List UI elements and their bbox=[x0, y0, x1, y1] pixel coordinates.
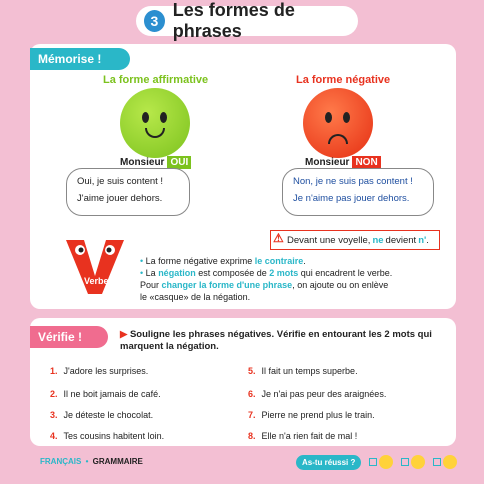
rule-4: le «casque» de la négation. bbox=[140, 292, 251, 302]
self-review bbox=[296, 452, 484, 472]
exercise-number: 2. bbox=[50, 389, 58, 399]
review-label: As-tu réussi ? bbox=[296, 455, 361, 470]
rule-2-d: 2 mots bbox=[269, 268, 299, 278]
affirmative-sentence-1: Oui, je suis content ! bbox=[77, 176, 164, 187]
rule-2-c: est composée de bbox=[195, 268, 270, 278]
exercise-sentence[interactable]: J'adore les surprises. bbox=[63, 366, 149, 376]
happy-face-icon bbox=[120, 88, 190, 158]
mascot-label: Verbe bbox=[84, 276, 109, 286]
rule-3-c: , on ajoute ou on enlève bbox=[292, 280, 389, 290]
negative-bubble bbox=[282, 168, 434, 216]
rule-1-a: La forme négative exprime bbox=[145, 256, 255, 266]
exercise-item[interactable] bbox=[248, 389, 386, 399]
topic-label: GRAMMAIRE bbox=[92, 457, 143, 466]
exercise-number: 6. bbox=[248, 389, 256, 399]
exercise-sentence[interactable]: Pierre ne prend plus le train. bbox=[261, 410, 375, 420]
warning-icon: ⚠ bbox=[273, 231, 284, 245]
sad-face-icon bbox=[303, 88, 373, 158]
verifie-tag: Vérifie ! bbox=[30, 326, 108, 348]
exercise-sentence[interactable]: Il ne boit jamais de café. bbox=[63, 389, 161, 399]
exercise-item[interactable] bbox=[248, 410, 375, 420]
note-n: n' bbox=[418, 234, 427, 246]
exercise-sentence[interactable]: Je n'ai pas peur des araignées. bbox=[261, 389, 387, 399]
rule-bullets bbox=[140, 255, 410, 303]
instruction-text: Souligne les phrases négatives. Vérifie en entourant les 2 mots qui marquent la négation. bbox=[120, 329, 432, 352]
sad-smiley-icon bbox=[443, 455, 457, 469]
rule-3 bbox=[140, 279, 410, 291]
oui-badge: OUI bbox=[167, 156, 191, 169]
exercise-sentence[interactable]: Il fait un temps superbe. bbox=[261, 366, 358, 376]
exercise-number: 7. bbox=[248, 410, 256, 420]
exercise-sentence[interactable]: Elle n'a rien fait de mal ! bbox=[261, 431, 358, 441]
subject-separator: • bbox=[85, 457, 89, 466]
rule-1: • La forme négative exprime le contraire. bbox=[140, 256, 306, 266]
arrow-icon: ▶ bbox=[120, 329, 128, 340]
exercise-number: 5. bbox=[248, 366, 256, 376]
exercise-item[interactable] bbox=[50, 410, 153, 420]
rule-1-b: le contraire bbox=[254, 256, 304, 266]
review-checkbox-neutral[interactable] bbox=[401, 458, 409, 466]
page-title: Les formes de phrases bbox=[172, 0, 295, 41]
review-checkbox-sad[interactable] bbox=[433, 458, 441, 466]
negative-label: La forme négative bbox=[296, 74, 391, 86]
verbe-mascot-icon bbox=[60, 236, 130, 298]
note-text-1: Devant une voyelle, bbox=[287, 234, 371, 246]
note-ne: ne bbox=[372, 234, 384, 246]
rule-2-a: La bbox=[145, 268, 159, 278]
negative-sentence-2: Je n'aime pas jouer dehors. bbox=[293, 193, 410, 204]
exercise-item[interactable] bbox=[50, 366, 148, 376]
exercise-instruction bbox=[120, 329, 440, 353]
affirmative-label: La forme affirmative bbox=[103, 74, 209, 86]
exercise-item[interactable] bbox=[50, 431, 164, 441]
footer-subject bbox=[40, 457, 143, 466]
memorise-tag: Mémorise ! bbox=[30, 48, 130, 70]
note-end: . bbox=[426, 234, 429, 246]
title-bar bbox=[136, 0, 358, 41]
lesson-number: 3 bbox=[144, 10, 165, 32]
rule-3-a: Pour bbox=[140, 280, 162, 290]
exercise-number: 3. bbox=[50, 410, 58, 420]
negative-sentence-1: Non, je ne suis pas content ! bbox=[293, 176, 413, 187]
neutral-smiley-icon bbox=[411, 455, 425, 469]
exercise-sentence[interactable]: Tes cousins habitent loin. bbox=[63, 431, 165, 441]
exercise-item[interactable] bbox=[248, 366, 358, 376]
exercise-item[interactable] bbox=[248, 431, 357, 441]
happy-smiley-icon bbox=[379, 455, 393, 469]
rule-2-e: qui encadrent le verbe. bbox=[298, 268, 393, 278]
rule-2: • La négation est composée de 2 mots qui encadrent le verbe. bbox=[140, 268, 393, 278]
monsieur-label: Monsieur bbox=[305, 157, 350, 168]
rule-1-c: . bbox=[303, 256, 306, 266]
non-badge: NON bbox=[352, 156, 380, 169]
voyelle-note bbox=[270, 230, 440, 250]
exercise-number: 1. bbox=[50, 366, 58, 376]
exercise-number: 8. bbox=[248, 431, 256, 441]
affirmative-sentence-2: J'aime jouer dehors. bbox=[77, 193, 163, 204]
exercise-number: 4. bbox=[50, 431, 58, 441]
rule-3-b: changer la forme d'une phrase bbox=[161, 280, 293, 290]
review-checkbox-happy[interactable] bbox=[369, 458, 377, 466]
rule-2-b: négation bbox=[158, 268, 196, 278]
note-text-2: devient bbox=[385, 234, 417, 246]
subject-label: FRANÇAIS bbox=[40, 457, 82, 466]
exercise-sentence[interactable]: Je déteste le chocolat. bbox=[63, 410, 154, 420]
exercise-item[interactable] bbox=[50, 389, 161, 399]
monsieur-label: Monsieur bbox=[120, 157, 165, 168]
affirmative-bubble bbox=[66, 168, 190, 216]
